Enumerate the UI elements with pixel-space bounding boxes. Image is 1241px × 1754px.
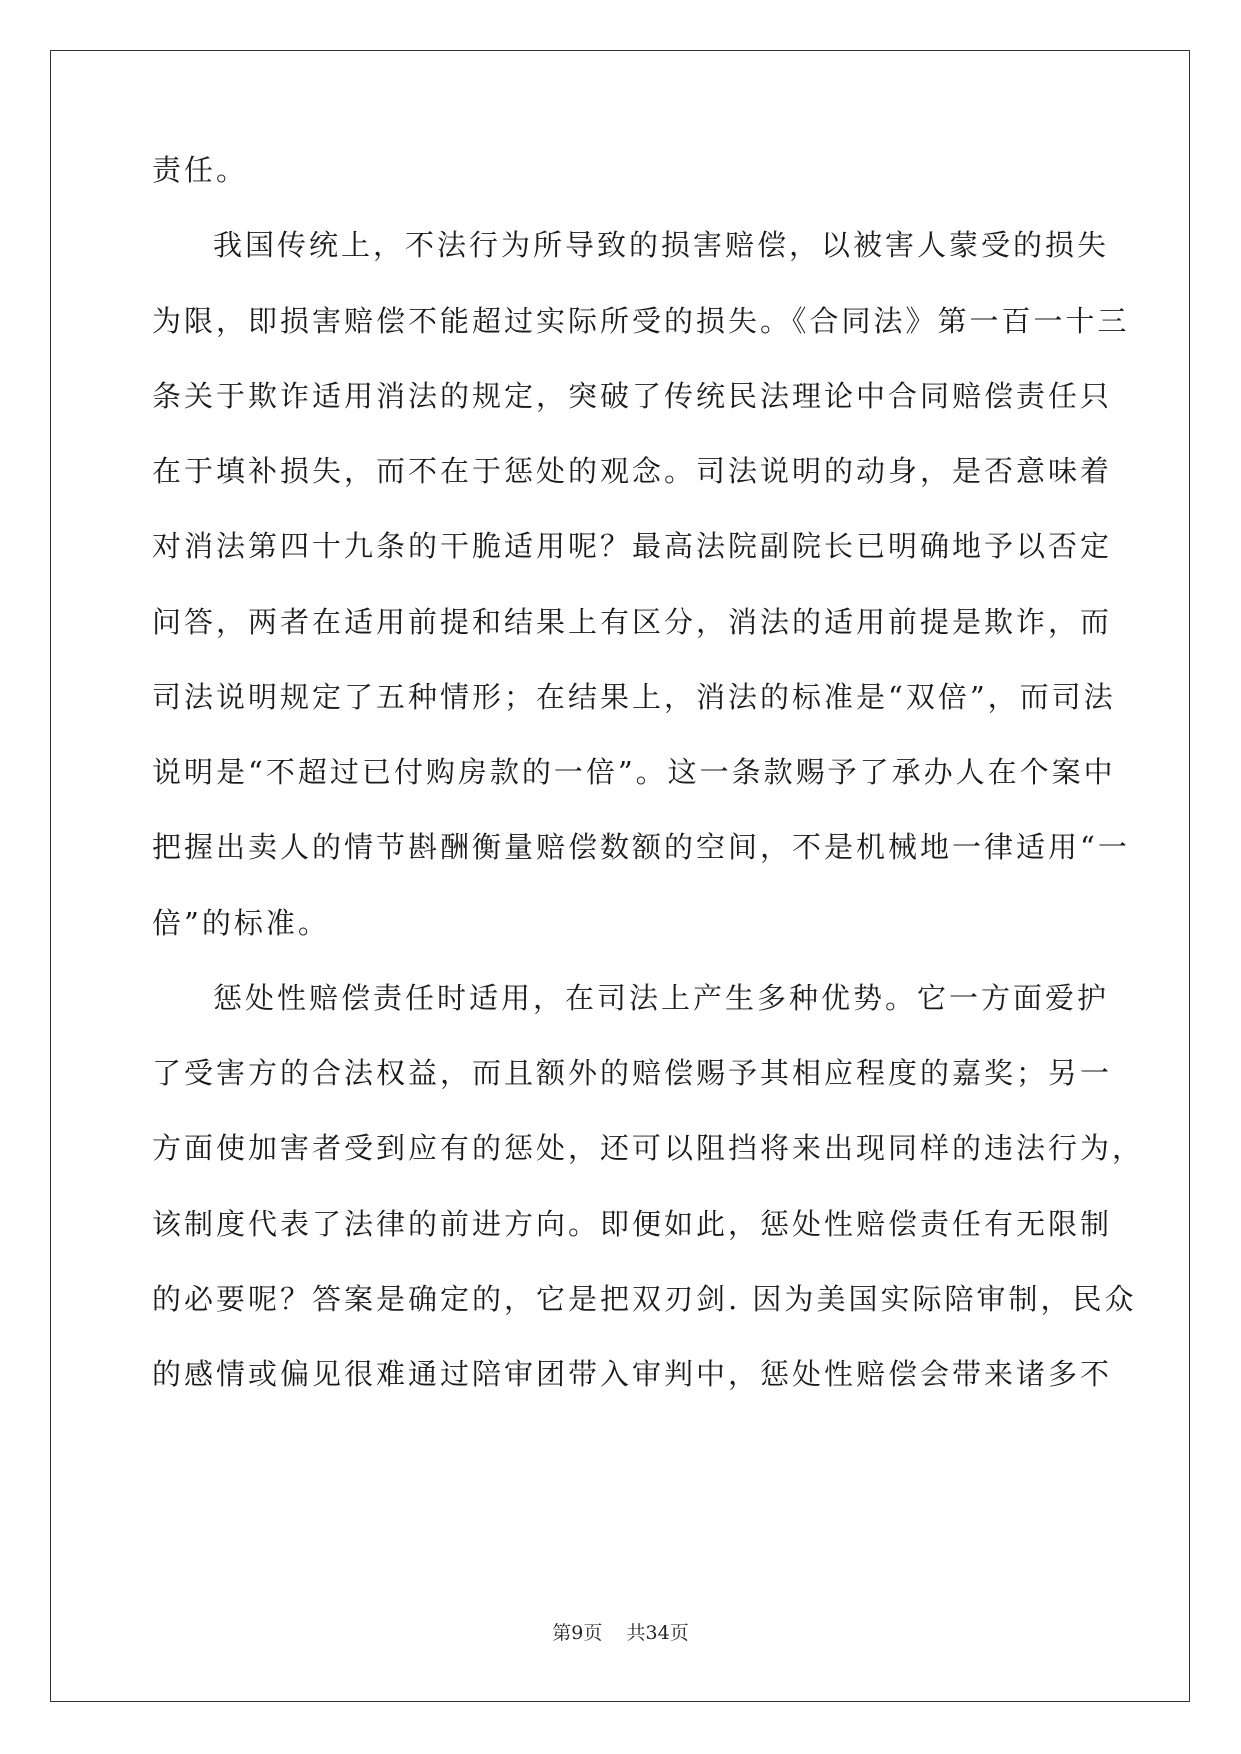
page-number: 第9页 共34页 (552, 1622, 689, 1644)
page-footer (0, 1618, 1241, 1645)
text-line: 的必要呢？答案是确定的，它是把双刃剑. 因为美国实际陪审制，民众 (152, 1282, 1137, 1316)
text-line: 说明是“不超过已付购房款的一倍”。这一条款赐予了承办人在个案中 (152, 755, 1116, 789)
text-line: 问答，两者在适用前提和结果上有区分，消法的适用前提是欺诈，而 (152, 605, 1113, 639)
text-line: 的感情或偏见很难通过陪审团带入审判中，惩处性赔偿会带来诸多不 (152, 1357, 1113, 1391)
text-line: 对消法第四十九条的干脆适用呢？最高法院副院长已明确地予以否定 (152, 529, 1113, 563)
text-line: 了受害方的合法权益，而且额外的赔偿赐予其相应程度的嘉奖；另一 (152, 1056, 1113, 1090)
text-line: 责任。 (152, 153, 249, 187)
text-line: 为限，即损害赔偿不能超过实际所受的损失。《合同法》第一百一十三 (152, 304, 1130, 338)
text-line: 司法说明规定了五种情形；在结果上，消法的标准是“双倍”，而司法 (152, 680, 1116, 714)
text-line: 把握出卖人的情节斟酬衡量赔偿数额的空间，不是机械地一律适用“一 (152, 830, 1130, 864)
text-line: 该制度代表了法律的前进方向。即便如此，惩处性赔偿责任有无限制 (152, 1207, 1113, 1241)
text-line: 条关于欺诈适用消法的规定，突破了传统民法理论中合同赔偿责任只 (152, 379, 1113, 413)
page-border (50, 50, 1190, 1702)
paragraph-start-line: 我国传统上，不法行为所导致的损害赔偿，以被害人蒙受的损失 (213, 228, 1110, 262)
text-line: 倍”的标准。 (152, 906, 330, 940)
paragraph-start-line: 惩处性赔偿责任时适用，在司法上产生多种优势。它一方面爱护 (213, 981, 1110, 1015)
text-line: 方面使加害者受到应有的惩处，还可以阻挡将来出现同样的违法行为， (152, 1131, 1145, 1165)
text-line: 在于填补损失，而不在于惩处的观念。司法说明的动身，是否意味着 (152, 454, 1113, 488)
